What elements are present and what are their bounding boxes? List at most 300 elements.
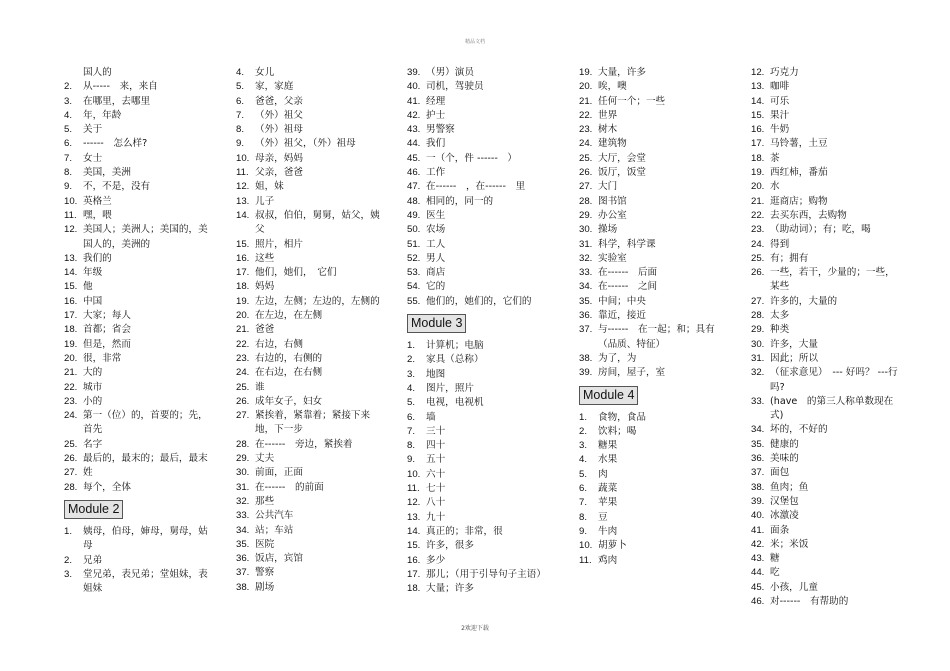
entry-meaning: 左边，左侧；左边的，左侧的	[255, 295, 380, 307]
entry-meaning: 任何一个；一些	[598, 95, 666, 107]
entry-meaning: 从----- 来，来自	[83, 81, 158, 93]
vocab-entry	[64, 195, 216, 209]
entry-number: 30.	[579, 224, 593, 236]
entry-number: 24.	[751, 238, 765, 250]
entry-meaning: 每个，全体	[83, 481, 131, 493]
vocab-entry	[64, 80, 216, 94]
vocab-entry	[407, 80, 557, 94]
entry-meaning: 太多	[770, 310, 790, 322]
entry-number: 35.	[751, 438, 765, 450]
entry-meaning: 面条	[770, 524, 790, 536]
entry-number: 5.	[64, 124, 73, 136]
vocab-entry	[579, 180, 729, 194]
entry-meaning: 吃	[770, 567, 780, 579]
entry-meaning: 地图	[426, 368, 446, 380]
entry-number: 42.	[407, 109, 421, 121]
entry-meaning: 鱼肉；鱼	[770, 481, 809, 493]
entry-number: 26.	[579, 167, 593, 179]
entry-number: 42.	[751, 538, 765, 550]
entry-number: 11.	[236, 167, 249, 179]
entry-number: 20.	[579, 81, 593, 93]
vocab-entry	[579, 195, 729, 209]
vocab-entry	[407, 123, 557, 137]
entry-meaning: 咖啡	[770, 81, 790, 93]
entry-meaning: 我们	[426, 138, 446, 150]
entry-number: 2.	[64, 81, 73, 93]
entry-meaning: 在左边，在左侧	[255, 310, 323, 322]
entry-number: 28.	[751, 310, 765, 322]
vocab-entry	[407, 195, 557, 209]
entry-number: 11.	[407, 483, 420, 495]
entry-meaning: 中间；中央	[598, 295, 646, 307]
entry-number: 14.	[407, 525, 421, 537]
entry-meaning: 照片，相片	[255, 238, 303, 250]
vocab-entry	[236, 166, 386, 180]
entry-meaning: 父亲，爸爸	[255, 167, 303, 179]
vocab-entry	[64, 438, 216, 452]
entry-number: 33.	[579, 267, 593, 279]
entry-meaning: 办公室	[598, 209, 627, 221]
entry-meaning: 姓	[83, 467, 93, 479]
vocab-entry	[579, 209, 729, 223]
entry-meaning: 在右边，在右侧	[255, 367, 323, 379]
entry-meaning: 男警察	[426, 124, 455, 136]
entry-number: 17.	[64, 310, 78, 322]
vocab-entry	[64, 338, 216, 352]
entry-meaning: 饭厅，饭堂	[598, 167, 646, 179]
vocab-entry	[751, 180, 901, 194]
entry-meaning: 建筑物	[598, 138, 627, 150]
entry-meaning: （外）祖父，（外）祖母	[255, 138, 356, 150]
vocab-entry	[236, 209, 386, 238]
entry-number: 18.	[236, 281, 250, 293]
entry-number: 21.	[751, 195, 765, 207]
vocab-entry	[64, 554, 216, 568]
vocab-entry	[64, 137, 216, 151]
entry-meaning: 米；米饭	[770, 538, 809, 550]
entry-number: 8.	[236, 124, 245, 136]
vocab-entry	[64, 295, 216, 309]
entry-meaning: 公共汽车	[255, 510, 294, 522]
entry-number: 30.	[236, 467, 250, 479]
vocab-entry	[751, 366, 901, 395]
entry-number: 4.	[236, 67, 245, 78]
vocab-entry	[407, 209, 557, 223]
entry-meaning: 糖	[770, 553, 780, 565]
vocab-entry	[579, 411, 729, 425]
entry-number: 9.	[579, 525, 588, 537]
vocab-entry	[236, 466, 386, 480]
vocab-entry	[64, 209, 216, 223]
entry-meaning: 树木	[598, 124, 618, 136]
vocab-entry	[751, 595, 901, 609]
entry-meaning: 国人的	[83, 67, 112, 78]
entry-meaning: 他	[83, 281, 93, 293]
entry-number: 23.	[751, 224, 765, 236]
entry-meaning: 多少	[426, 554, 446, 566]
entry-meaning: 嘿，喂	[83, 209, 112, 221]
entry-number: 30.	[751, 338, 765, 350]
entry-meaning: 相同的，同一的	[426, 195, 494, 207]
page-footer: 2欢迎下载	[461, 625, 489, 632]
entry-number: 19.	[64, 338, 78, 350]
entry-meaning: 面包	[770, 467, 790, 479]
vocab-entry	[579, 95, 729, 109]
entry-meaning: 八十	[426, 497, 446, 509]
entry-number: 55.	[407, 295, 421, 307]
entry-number: 6.	[579, 483, 588, 495]
vocab-entry	[236, 109, 386, 123]
entry-number: 22.	[751, 209, 765, 221]
entry-meaning: 电视，电视机	[426, 397, 484, 409]
vocab-entry	[407, 166, 557, 180]
entry-number: 19.	[751, 167, 765, 179]
entry-meaning: 得到	[770, 238, 790, 250]
entry-number: 2.	[407, 354, 416, 366]
entry-meaning: 不，不是，没有	[83, 181, 151, 193]
entry-meaning: 三十	[426, 425, 446, 437]
vocab-entry	[236, 381, 386, 395]
vocab-section	[407, 309, 557, 596]
entry-number: 6.	[236, 95, 245, 107]
entry-number: 38.	[751, 481, 765, 493]
entry-meaning: 牛肉	[598, 525, 618, 537]
entry-meaning: 美国人；美洲人；美国的，美国人的，美洲的	[83, 224, 208, 250]
entry-number: 5.	[407, 397, 416, 409]
vocab-entry	[64, 452, 216, 466]
vocab-entry	[64, 95, 216, 109]
entry-meaning: 在------ 后面	[598, 267, 658, 279]
entry-meaning: （外）祖父	[255, 109, 303, 121]
vocab-entry	[236, 195, 386, 209]
entry-meaning: 图书馆	[598, 195, 627, 207]
entry-meaning: 在------ 旁边，紧挨着	[255, 438, 353, 450]
vocab-entry	[579, 482, 729, 496]
vocab-entry	[407, 368, 557, 382]
entry-meaning: 医院	[255, 538, 275, 550]
entry-number: 45.	[407, 152, 421, 164]
entry-number: 24.	[236, 367, 250, 379]
entry-meaning: 七十	[426, 483, 446, 495]
entry-number: 45.	[751, 581, 765, 593]
entry-meaning: 豆	[598, 511, 608, 523]
module-heading: Module 4	[579, 386, 638, 405]
vocab-entry	[579, 323, 729, 352]
entry-number: 24.	[64, 410, 78, 422]
entry-meaning: 这些	[255, 252, 275, 264]
entry-meaning: 很，非常	[83, 352, 122, 364]
entry-number: 37.	[579, 324, 593, 336]
entry-number: 43.	[751, 553, 765, 565]
vocab-entry	[751, 423, 901, 437]
entry-meaning: 美味的	[770, 453, 799, 465]
vocab-entry	[64, 466, 216, 480]
vocab-entry	[407, 511, 557, 525]
entry-number: 19.	[579, 67, 593, 78]
vocab-entry	[751, 252, 901, 266]
vocab-entry	[579, 496, 729, 510]
entry-number: 20.	[236, 310, 250, 322]
vocab-entry	[407, 152, 557, 166]
entry-number: 9.	[407, 454, 416, 466]
vocab-entry	[407, 525, 557, 539]
entry-number: 38.	[579, 352, 593, 364]
vocab-entry	[751, 238, 901, 252]
entry-number: 1.	[579, 411, 588, 423]
entry-meaning: 大的	[83, 367, 103, 379]
vocab-entry	[64, 166, 216, 180]
vocab-entry	[579, 295, 729, 309]
entry-number: 39.	[751, 495, 765, 507]
vocab-entry	[236, 80, 386, 94]
entry-meaning: 坏的，不好的	[770, 424, 828, 436]
entry-meaning: 紧挨着，紧靠着；紧接下来地，下一步	[255, 410, 371, 436]
entry-meaning: 西红柿，番茄	[770, 167, 828, 179]
entry-meaning: 女儿	[255, 67, 275, 78]
vocab-entry	[64, 309, 216, 323]
vocab-entry	[751, 309, 901, 323]
vocab-entry	[407, 554, 557, 568]
entry-number: 41.	[751, 524, 765, 536]
entry-meaning: (have 的第三人称单数现在式)	[770, 395, 894, 422]
vocab-entry	[236, 238, 386, 252]
entry-number: 8.	[407, 440, 416, 452]
vocab-entry	[236, 95, 386, 109]
vocab-entry	[64, 568, 216, 597]
entry-meaning: 商店	[426, 267, 446, 279]
entry-meaning: 工作	[426, 167, 446, 179]
entry-meaning: 蔬菜	[598, 483, 618, 495]
entry-number: 28.	[579, 195, 593, 207]
entry-number: 1.	[64, 525, 73, 537]
entry-number: 46.	[751, 595, 765, 607]
entry-meaning: 叔叔，伯伯，舅舅，姑父，姨父	[255, 209, 380, 236]
entry-meaning: 许多，很多	[426, 540, 474, 552]
vocab-entry	[579, 366, 729, 380]
entry-number: 50.	[407, 224, 421, 236]
entry-number: 12.	[751, 67, 765, 78]
entry-number: 39.	[579, 367, 593, 379]
entry-number: 3.	[407, 368, 416, 380]
entry-number: 21.	[64, 367, 78, 379]
entry-number: 35.	[236, 538, 250, 550]
entry-number: 11.	[579, 554, 592, 566]
vocab-entry	[236, 366, 386, 380]
vocab-entry	[579, 352, 729, 366]
entry-number: 18.	[751, 152, 765, 164]
entry-meaning: 种类	[770, 324, 790, 336]
vocab-entry	[236, 309, 386, 323]
entry-meaning: 在------ 的前面	[255, 481, 324, 493]
vocab-entry	[751, 209, 901, 223]
entry-number: 39.	[407, 67, 421, 78]
vocab-entry	[579, 309, 729, 323]
entry-meaning: 苹果	[598, 497, 618, 509]
vocab-entry	[579, 468, 729, 482]
vocab-section	[407, 66, 557, 309]
page-header: 精品文档	[464, 39, 485, 45]
entry-meaning: 儿子	[255, 195, 275, 207]
entry-number: 1.	[407, 340, 416, 352]
vocab-entry	[407, 482, 557, 496]
vocab-entry	[579, 511, 729, 525]
vocab-entry	[407, 468, 557, 482]
entry-meaning: 美国，美洲	[83, 167, 131, 179]
entry-number: 23.	[579, 124, 593, 136]
entry-number: 14.	[751, 95, 765, 107]
vocab-entry	[236, 409, 386, 438]
entry-number: 12.	[407, 497, 421, 509]
vocab-entry	[407, 295, 557, 309]
entry-meaning: 它的	[426, 281, 446, 293]
entry-meaning: 许多的，大量的	[770, 295, 838, 307]
vocab-entry	[751, 195, 901, 209]
vocab-entry	[64, 152, 216, 166]
entry-number: 20.	[751, 181, 765, 193]
entry-meaning: 我们的	[83, 252, 112, 264]
entry-number: 53.	[407, 267, 421, 279]
vocab-entry	[579, 539, 729, 553]
entry-meaning: 那儿；（用于引导句子主语）	[426, 568, 546, 580]
vocab-entry	[236, 566, 386, 580]
entry-number: 25.	[64, 438, 78, 450]
entry-meaning: 巧克力	[770, 67, 799, 78]
vocab-entry	[64, 180, 216, 194]
entry-meaning: 第一（位）的，首要的；先，首先	[83, 410, 208, 436]
entry-meaning: 茶	[770, 152, 780, 164]
entry-meaning: 水	[770, 181, 780, 193]
entry-meaning: 小的	[83, 395, 103, 407]
entry-meaning: 母亲，妈妈	[255, 152, 303, 164]
vocab-entry	[579, 137, 729, 151]
entry-number: 34.	[236, 524, 250, 536]
vocab-entry	[751, 323, 901, 337]
entry-number: 27.	[579, 181, 593, 193]
entry-meaning: 农场	[426, 224, 446, 236]
vocab-entry	[579, 525, 729, 539]
vocab-entry	[407, 180, 557, 194]
vocab-entry	[751, 352, 901, 366]
vocab-entry	[236, 123, 386, 137]
vocab-entry	[579, 554, 729, 568]
vocab-entry	[751, 266, 901, 295]
entry-meaning: 司机，驾驶员	[426, 81, 484, 93]
entry-meaning: 城市	[83, 381, 103, 393]
entry-meaning: 男人	[426, 252, 446, 264]
entry-number: 32.	[751, 367, 765, 379]
vocab-section	[64, 66, 216, 495]
vocab-entry	[407, 109, 557, 123]
entry-meaning: 最后的，最末的；最后，最末	[83, 453, 208, 465]
entry-number: 36.	[236, 553, 250, 565]
entry-number: 25.	[751, 252, 765, 264]
vocab-entry	[236, 352, 386, 366]
entry-meaning: 爸爸，父亲	[255, 95, 303, 107]
vocab-entry	[64, 266, 216, 280]
entry-number: 23.	[64, 395, 78, 407]
vocab-entry	[579, 425, 729, 439]
entry-number: 21.	[236, 324, 250, 336]
vocab-entry	[751, 566, 901, 580]
vocab-entry	[64, 352, 216, 366]
entry-meaning: 大量；许多	[426, 583, 474, 595]
vocab-entry	[236, 395, 386, 409]
entry-meaning: 在------ ，在------ 里	[426, 181, 526, 193]
entry-number: 54.	[407, 281, 421, 293]
entry-number: 32.	[236, 495, 250, 507]
entry-meaning: 水果	[598, 454, 618, 466]
entry-number: 10.	[579, 540, 593, 552]
entry-meaning: 因此；所以	[770, 352, 818, 364]
entry-meaning: 丈夫	[255, 453, 275, 465]
entry-meaning: 房间，屋子，室	[598, 367, 666, 379]
entry-meaning: 健康的	[770, 438, 799, 450]
entry-meaning: 前面，正面	[255, 467, 303, 479]
entry-number: 16.	[751, 124, 765, 136]
entry-number: 15.	[236, 238, 250, 250]
entry-meaning: 果汁	[770, 109, 790, 121]
entry-number: 34.	[751, 424, 765, 436]
entry-meaning: 年，年龄	[83, 109, 122, 121]
entry-meaning: 家具（总称）	[426, 354, 484, 366]
entry-number: 31.	[236, 481, 250, 493]
vocab-entry	[579, 109, 729, 123]
module-heading: Module 2	[64, 500, 123, 519]
entry-meaning: 实验室	[598, 252, 627, 264]
entry-meaning: 冰激凌	[770, 510, 799, 522]
vocab-entry	[407, 582, 557, 596]
entry-meaning: 护士	[426, 109, 446, 121]
entry-number: 10.	[236, 152, 250, 164]
entry-meaning: （外）祖母	[255, 124, 303, 136]
vocab-entry	[751, 338, 901, 352]
entry-number: 46.	[407, 167, 421, 179]
entry-meaning: 名字	[83, 438, 103, 450]
vocab-section	[64, 495, 216, 596]
vocab-entry	[236, 137, 386, 151]
entry-number: 16.	[64, 295, 78, 307]
vocab-entry	[407, 339, 557, 353]
entry-meaning: 胡萝卜	[598, 540, 627, 552]
entry-number: 13.	[751, 81, 765, 93]
vocab-entry	[407, 396, 557, 410]
vocab-entry	[236, 452, 386, 466]
entry-meaning: 马铃薯，土豆	[770, 138, 828, 150]
entry-number: 33.	[236, 510, 250, 522]
entry-number: 36.	[579, 310, 593, 322]
entry-meaning: 操场	[598, 224, 618, 236]
vocab-entry	[236, 581, 386, 595]
vocab-entry	[236, 252, 386, 266]
vocab-section	[236, 66, 386, 595]
entry-number: 20.	[64, 352, 78, 364]
vocab-entry	[64, 109, 216, 123]
entry-meaning: 站；车站	[255, 524, 294, 536]
entry-number: 4.	[579, 454, 588, 466]
entry-meaning: 姐，妹	[255, 181, 284, 193]
entry-meaning: 小孩，儿童	[770, 581, 818, 593]
entry-number: 35.	[579, 295, 593, 307]
vocab-entry	[236, 481, 386, 495]
entry-number: 13.	[407, 511, 421, 523]
entry-number: 7.	[64, 152, 73, 164]
vocab-entry	[751, 223, 901, 237]
vocab-entry	[407, 280, 557, 294]
entry-meaning: 食物，食品	[598, 411, 646, 423]
entry-number: 17.	[751, 138, 765, 150]
entry-number: 27.	[236, 410, 250, 422]
entry-meaning: 糖果	[598, 440, 618, 452]
